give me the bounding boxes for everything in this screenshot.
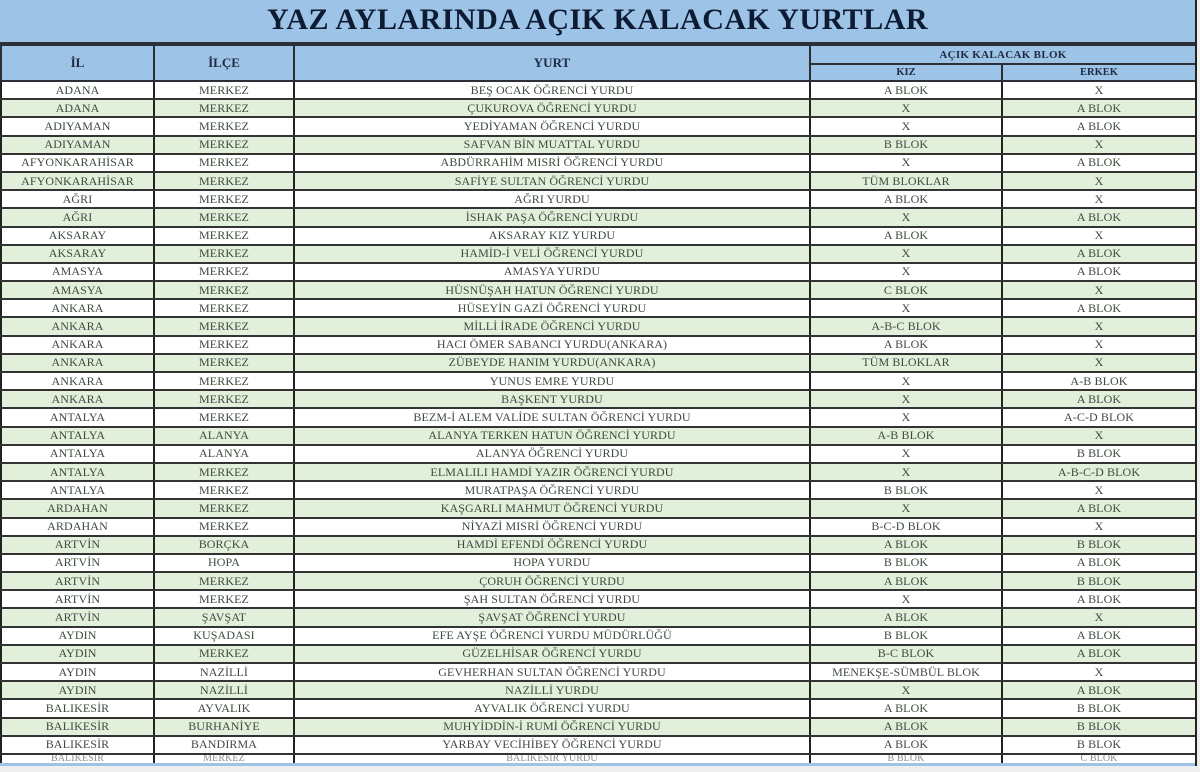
cell-kiz: B BLOK	[810, 627, 1002, 645]
cell-yurt: YUNUS EMRE YURDU	[294, 372, 810, 390]
cell-yurt: SAFVAN BİN MUATTAL YURDU	[294, 136, 810, 154]
cell-il: ANTALYA	[1, 445, 154, 463]
cell-yurt: HÜSEYİN GAZİ ÖĞRENCİ YURDU	[294, 299, 810, 317]
cell-il: ADIYAMAN	[1, 117, 154, 135]
cell-ilce: MERKEZ	[154, 372, 294, 390]
cell-kiz: X	[810, 390, 1002, 408]
table-row	[1, 372, 1196, 390]
cell-il: AKSARAY	[1, 227, 154, 245]
cell-yurt: BALIKESİR YURDU	[294, 754, 810, 763]
cell-il: AKSARAY	[1, 245, 154, 263]
cell-il: AMASYA	[1, 263, 154, 281]
table-row	[1, 736, 1196, 754]
cell-yurt: YARBAY VECİHİBEY ÖĞRENCİ YURDU	[294, 736, 810, 754]
cell-ilce: HOPA	[154, 554, 294, 572]
cell-il: AYDIN	[1, 663, 154, 681]
cell-kiz: A BLOK	[810, 190, 1002, 208]
column-header-yurt: YURT	[294, 45, 810, 81]
cell-kiz: X	[810, 408, 1002, 426]
cell-kiz: A BLOK	[810, 81, 1002, 99]
cell-erkek: A BLOK	[1002, 390, 1196, 408]
cell-ilce: MERKEZ	[154, 518, 294, 536]
cell-kiz: TÜM BLOKLAR	[810, 172, 1002, 190]
cell-yurt: ELMALILI HAMDİ YAZIR ÖĞRENCİ YURDU	[294, 463, 810, 481]
cell-ilce: MERKEZ	[154, 245, 294, 263]
cell-ilce: MERKEZ	[154, 754, 294, 763]
cell-yurt: MİLLİ İRADE ÖĞRENCİ YURDU	[294, 317, 810, 335]
cell-erkek: B BLOK	[1002, 736, 1196, 754]
cell-yurt: MUHYİDDİN-İ RUMİ ÖĞRENCİ YURDU	[294, 718, 810, 736]
cell-ilce: BORÇKA	[154, 536, 294, 554]
cell-erkek: A BLOK	[1002, 117, 1196, 135]
cell-erkek: X	[1002, 481, 1196, 499]
cell-erkek: X	[1002, 336, 1196, 354]
cell-ilce: MERKEZ	[154, 336, 294, 354]
cell-il: AFYONKARAHİSAR	[1, 172, 154, 190]
table-row	[1, 390, 1196, 408]
cell-il: AYDIN	[1, 645, 154, 663]
table-row	[1, 463, 1196, 481]
table-row	[1, 227, 1196, 245]
cell-erkek: A BLOK	[1002, 245, 1196, 263]
cell-ilce: MERKEZ	[154, 299, 294, 317]
table-row	[1, 190, 1196, 208]
table-row	[1, 245, 1196, 263]
cell-yurt: NAZİLLİ YURDU	[294, 681, 810, 699]
table-body	[1, 81, 1196, 763]
cell-il: ADIYAMAN	[1, 136, 154, 154]
cell-kiz: X	[810, 445, 1002, 463]
cell-ilce: BURHANİYE	[154, 718, 294, 736]
cell-yurt: BAŞKENT YURDU	[294, 390, 810, 408]
cell-yurt: BEZM-İ ALEM VALİDE SULTAN ÖĞRENCİ YURDU	[294, 408, 810, 426]
cell-kiz: A BLOK	[810, 718, 1002, 736]
cell-ilce: MERKEZ	[154, 154, 294, 172]
table-row	[1, 299, 1196, 317]
table-row	[1, 481, 1196, 499]
column-header-kiz: KIZ	[810, 64, 1002, 81]
cell-erkek: A BLOK	[1002, 99, 1196, 117]
column-header-ilce: İLÇE	[154, 45, 294, 81]
cell-ilce: MERKEZ	[154, 81, 294, 99]
cell-kiz: B BLOK	[810, 554, 1002, 572]
cell-il: ARDAHAN	[1, 499, 154, 517]
cell-yurt: SAFİYE SULTAN ÖĞRENCİ YURDU	[294, 172, 810, 190]
cell-ilce: ALANYA	[154, 445, 294, 463]
cell-yurt: HAMDİ EFENDİ ÖĞRENCİ YURDU	[294, 536, 810, 554]
cell-ilce: MERKEZ	[154, 190, 294, 208]
table-row	[1, 408, 1196, 426]
table-row	[1, 645, 1196, 663]
cell-ilce: MERKEZ	[154, 481, 294, 499]
cell-ilce: ŞAVŞAT	[154, 608, 294, 626]
table-row	[1, 317, 1196, 335]
cell-erkek: A-B-C-D BLOK	[1002, 463, 1196, 481]
cell-yurt: KAŞGARLI MAHMUT ÖĞRENCİ YURDU	[294, 499, 810, 517]
table-row	[1, 572, 1196, 590]
cell-erkek: X	[1002, 190, 1196, 208]
cell-kiz: A BLOK	[810, 227, 1002, 245]
table-row	[1, 427, 1196, 445]
cell-erkek: A-B BLOK	[1002, 372, 1196, 390]
cell-yurt: ŞAH SULTAN ÖĞRENCİ YURDU	[294, 590, 810, 608]
cell-kiz: B BLOK	[810, 754, 1002, 763]
table-row	[1, 681, 1196, 699]
cell-ilce: MERKEZ	[154, 117, 294, 135]
page-bottom-margin	[0, 766, 1200, 772]
cell-yurt: AMASYA YURDU	[294, 263, 810, 281]
cell-il: AYDIN	[1, 681, 154, 699]
table-row	[1, 590, 1196, 608]
table-row	[1, 81, 1196, 99]
cell-il: ANTALYA	[1, 427, 154, 445]
table-row	[1, 117, 1196, 135]
cell-yurt: ÇORUH ÖĞRENCİ YURDU	[294, 572, 810, 590]
cell-il: ARTVİN	[1, 608, 154, 626]
cell-ilce: MERKEZ	[154, 590, 294, 608]
cell-kiz: X	[810, 99, 1002, 117]
table-row	[1, 445, 1196, 463]
cell-erkek: X	[1002, 663, 1196, 681]
cell-kiz: TÜM BLOKLAR	[810, 354, 1002, 372]
cell-il: AĞRI	[1, 190, 154, 208]
cell-il: ANKARA	[1, 372, 154, 390]
cell-il: ADANA	[1, 99, 154, 117]
table-row	[1, 172, 1196, 190]
cell-yurt: ABDÜRRAHİM MISRİ ÖĞRENCİ YURDU	[294, 154, 810, 172]
column-header-il: İL	[1, 45, 154, 81]
cell-kiz: A BLOK	[810, 699, 1002, 717]
cell-erkek: X	[1002, 608, 1196, 626]
cell-il: ARTVİN	[1, 554, 154, 572]
table-row	[1, 354, 1196, 372]
cell-yurt: GEVHERHAN SULTAN ÖĞRENCİ YURDU	[294, 663, 810, 681]
cell-ilce: MERKEZ	[154, 408, 294, 426]
cell-kiz: X	[810, 245, 1002, 263]
cell-il: ARTVİN	[1, 536, 154, 554]
cell-ilce: MERKEZ	[154, 208, 294, 226]
cell-yurt: GÜZELHİSAR ÖĞRENCİ YURDU	[294, 645, 810, 663]
table-row	[1, 627, 1196, 645]
cell-yurt: AĞRI YURDU	[294, 190, 810, 208]
cell-yurt: BEŞ OCAK ÖĞRENCİ YURDU	[294, 81, 810, 99]
cell-erkek: A BLOK	[1002, 590, 1196, 608]
cell-erkek: X	[1002, 136, 1196, 154]
cell-erkek: X	[1002, 518, 1196, 536]
table-row	[1, 208, 1196, 226]
cell-il: ARTVİN	[1, 590, 154, 608]
cell-ilce: ALANYA	[154, 427, 294, 445]
cell-erkek: X	[1002, 172, 1196, 190]
cell-erkek: A BLOK	[1002, 645, 1196, 663]
cell-kiz: A-B-C BLOK	[810, 317, 1002, 335]
cell-kiz: MENEKŞE-SÜMBÜL BLOK	[810, 663, 1002, 681]
cell-kiz: A BLOK	[810, 536, 1002, 554]
cell-erkek: X	[1002, 354, 1196, 372]
table-row	[1, 263, 1196, 281]
table-row	[1, 554, 1196, 572]
cell-ilce: KUŞADASI	[154, 627, 294, 645]
cell-ilce: MERKEZ	[154, 317, 294, 335]
table-row	[1, 536, 1196, 554]
cell-erkek: A BLOK	[1002, 681, 1196, 699]
cell-il: AYDIN	[1, 627, 154, 645]
cell-yurt: ALANYA ÖĞRENCİ YURDU	[294, 445, 810, 463]
cell-kiz: X	[810, 681, 1002, 699]
table-row	[1, 608, 1196, 626]
table-row	[1, 499, 1196, 517]
cell-erkek: B BLOK	[1002, 445, 1196, 463]
cell-kiz: X	[810, 208, 1002, 226]
table-row	[1, 718, 1196, 736]
cell-yurt: MURATPAŞA ÖĞRENCİ YURDU	[294, 481, 810, 499]
cell-yurt: ALANYA TERKEN HATUN ÖĞRENCİ YURDU	[294, 427, 810, 445]
cell-erkek: B BLOK	[1002, 718, 1196, 736]
cell-il: AFYONKARAHİSAR	[1, 154, 154, 172]
cell-ilce: MERKEZ	[154, 227, 294, 245]
cell-yurt: EFE AYŞE ÖĞRENCİ YURDU MÜDÜRLÜĞÜ	[294, 627, 810, 645]
cell-yurt: AYVALIK ÖĞRENCİ YURDU	[294, 699, 810, 717]
cell-ilce: NAZİLLİ	[154, 663, 294, 681]
cell-il: BALIKESİR	[1, 718, 154, 736]
cell-yurt: YEDİYAMAN ÖĞRENCİ YURDU	[294, 117, 810, 135]
cell-kiz: X	[810, 299, 1002, 317]
cell-kiz: A BLOK	[810, 608, 1002, 626]
cell-kiz: X	[810, 117, 1002, 135]
column-header-erkek: ERKEK	[1002, 64, 1196, 81]
cell-ilce: MERKEZ	[154, 172, 294, 190]
cell-il: BALIKESİR	[1, 699, 154, 717]
cell-kiz: A-B BLOK	[810, 427, 1002, 445]
cell-ilce: MERKEZ	[154, 99, 294, 117]
cell-ilce: MERKEZ	[154, 499, 294, 517]
cell-yurt: ÇUKUROVA ÖĞRENCİ YURDU	[294, 99, 810, 117]
cell-erkek: C BLOK	[1002, 754, 1196, 763]
table-row-partial	[1, 754, 1196, 763]
cell-kiz: B BLOK	[810, 136, 1002, 154]
cell-yurt: ZÜBEYDE HANIM YURDU(ANKARA)	[294, 354, 810, 372]
cell-erkek: X	[1002, 427, 1196, 445]
cell-yurt: HÜSNÜŞAH HATUN ÖĞRENCİ YURDU	[294, 281, 810, 299]
cell-kiz: C BLOK	[810, 281, 1002, 299]
cell-il: ANKARA	[1, 299, 154, 317]
dormitory-table	[0, 44, 1197, 763]
cell-erkek: A BLOK	[1002, 263, 1196, 281]
cell-il: ANKARA	[1, 317, 154, 335]
cell-erkek: A BLOK	[1002, 627, 1196, 645]
table-row	[1, 154, 1196, 172]
cell-kiz: B-C-D BLOK	[810, 518, 1002, 536]
cell-yurt: ŞAVŞAT ÖĞRENCİ YURDU	[294, 608, 810, 626]
cell-erkek: X	[1002, 81, 1196, 99]
table-row	[1, 281, 1196, 299]
cell-erkek: B BLOK	[1002, 536, 1196, 554]
cell-ilce: MERKEZ	[154, 136, 294, 154]
cell-ilce: MERKEZ	[154, 281, 294, 299]
cell-il: ADANA	[1, 81, 154, 99]
table-row	[1, 336, 1196, 354]
cell-kiz: X	[810, 463, 1002, 481]
cell-yurt: İSHAK PAŞA ÖĞRENCİ YURDU	[294, 208, 810, 226]
cell-erkek: X	[1002, 227, 1196, 245]
cell-ilce: MERKEZ	[154, 463, 294, 481]
cell-erkek: A BLOK	[1002, 554, 1196, 572]
cell-erkek: A BLOK	[1002, 154, 1196, 172]
cell-il: BALIKESİR	[1, 736, 154, 754]
table-row	[1, 699, 1196, 717]
cell-il: ANKARA	[1, 390, 154, 408]
cell-ilce: NAZİLLİ	[154, 681, 294, 699]
cell-yurt: HOPA YURDU	[294, 554, 810, 572]
cell-kiz: A BLOK	[810, 736, 1002, 754]
cell-kiz: B-C BLOK	[810, 645, 1002, 663]
cell-ilce: AYVALIK	[154, 699, 294, 717]
cell-il: ARTVİN	[1, 572, 154, 590]
cell-kiz: X	[810, 499, 1002, 517]
cell-erkek: B BLOK	[1002, 699, 1196, 717]
cell-kiz: A BLOK	[810, 572, 1002, 590]
cell-kiz: A BLOK	[810, 336, 1002, 354]
cell-ilce: MERKEZ	[154, 390, 294, 408]
cell-il: AĞRI	[1, 208, 154, 226]
cell-il: ANTALYA	[1, 408, 154, 426]
cell-ilce: BANDIRMA	[154, 736, 294, 754]
cell-il: AMASYA	[1, 281, 154, 299]
cell-ilce: MERKEZ	[154, 572, 294, 590]
cell-kiz: X	[810, 372, 1002, 390]
column-group-header-acik-kalacak-blok: AÇIK KALACAK BLOK	[810, 45, 1196, 64]
cell-il: ANKARA	[1, 336, 154, 354]
table-row	[1, 663, 1196, 681]
cell-yurt: NİYAZİ MISRİ ÖĞRENCİ YURDU	[294, 518, 810, 536]
table-row	[1, 518, 1196, 536]
cell-il: ANTALYA	[1, 463, 154, 481]
cell-ilce: MERKEZ	[154, 263, 294, 281]
cell-erkek: X	[1002, 281, 1196, 299]
page-title: YAZ AYLARINDA AÇIK KALACAK YURTLAR	[0, 0, 1195, 44]
cell-il: ANKARA	[1, 354, 154, 372]
cell-il: ANTALYA	[1, 481, 154, 499]
cell-yurt: HAMİD-İ VELİ ÖĞRENCİ YURDU	[294, 245, 810, 263]
cell-kiz: B BLOK	[810, 481, 1002, 499]
table-row	[1, 99, 1196, 117]
cell-ilce: MERKEZ	[154, 645, 294, 663]
cell-kiz: X	[810, 154, 1002, 172]
cell-kiz: X	[810, 590, 1002, 608]
cell-yurt: AKSARAY KIZ YURDU	[294, 227, 810, 245]
cell-il: BALIKESİR	[1, 754, 154, 763]
table-row	[1, 136, 1196, 154]
cell-erkek: A BLOK	[1002, 299, 1196, 317]
cell-erkek: B BLOK	[1002, 572, 1196, 590]
cell-il: ARDAHAN	[1, 518, 154, 536]
cell-erkek: A BLOK	[1002, 499, 1196, 517]
cell-kiz: X	[810, 263, 1002, 281]
cell-ilce: MERKEZ	[154, 354, 294, 372]
cell-erkek: X	[1002, 317, 1196, 335]
cell-erkek: A BLOK	[1002, 208, 1196, 226]
cell-erkek: A-C-D BLOK	[1002, 408, 1196, 426]
cell-yurt: HACI ÖMER SABANCI YURDU(ANKARA)	[294, 336, 810, 354]
